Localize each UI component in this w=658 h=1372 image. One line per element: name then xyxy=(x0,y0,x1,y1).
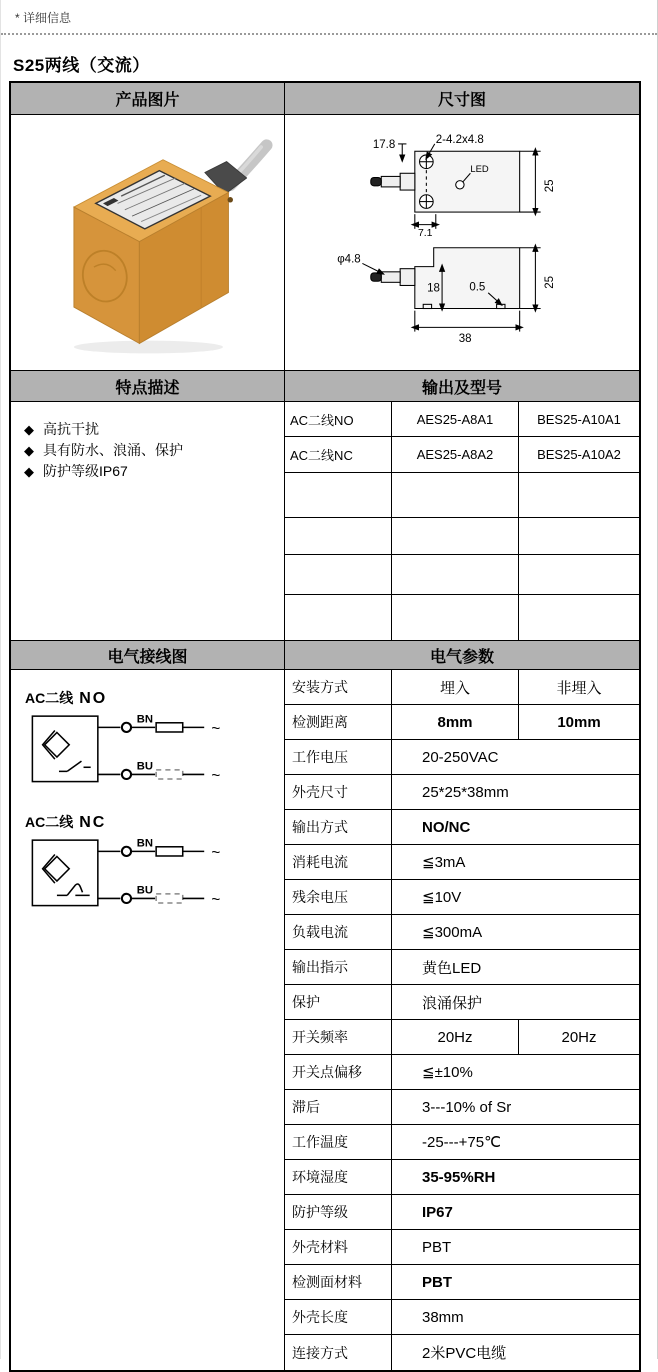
page-note: * 详细信息 xyxy=(15,11,72,25)
model-row-empty xyxy=(285,555,639,595)
param-row xyxy=(285,845,639,880)
param-row xyxy=(285,740,639,775)
param-value: IP67 xyxy=(422,1203,453,1221)
param-value-1: 8mm xyxy=(392,705,519,739)
bn-wire-label: BN xyxy=(136,713,153,726)
wiring-no-label: AC二线 NO xyxy=(25,690,108,707)
param-row xyxy=(285,670,639,705)
param-value-2: 10mm xyxy=(557,713,601,731)
product-photo-cell xyxy=(11,115,285,370)
diamond-bullet-icon: ◆ xyxy=(24,464,34,479)
param-value-1: 20Hz xyxy=(392,1020,519,1054)
feature-text: 高抗干扰 xyxy=(43,421,99,437)
model-number-a: AES25-A8A2 xyxy=(392,437,519,472)
model-number-b: BES25-A10A2 xyxy=(537,447,621,462)
feature-item xyxy=(24,419,284,440)
param-label: 检测距离 xyxy=(285,705,392,739)
dim-7-1: 7.1 xyxy=(417,227,433,239)
param-value: ≦10V xyxy=(422,889,462,906)
param-row xyxy=(285,985,639,1020)
param-label: 输出方式 xyxy=(285,810,392,844)
param-row xyxy=(285,880,639,915)
dimension-drawing-cell xyxy=(285,115,639,370)
diamond-bullet-icon: ◆ xyxy=(24,443,34,458)
param-label: 滞后 xyxy=(285,1090,392,1124)
param-row xyxy=(285,1230,639,1265)
no-contact-symbol xyxy=(67,761,81,771)
wiring-diagram-nc xyxy=(21,834,279,924)
wiring-diagram-no xyxy=(21,710,279,800)
param-value: 黄色LED xyxy=(422,959,482,977)
model-row-empty xyxy=(285,518,639,555)
dim-38: 38 xyxy=(458,332,472,345)
sensor-symbol-diamond xyxy=(45,857,70,882)
model-number-b: BES25-A10A1 xyxy=(537,411,621,427)
param-label: 外壳尺寸 xyxy=(285,775,392,809)
page-title: S25两线（交流） xyxy=(13,56,150,75)
dotted-divider xyxy=(1,33,657,35)
spec-table xyxy=(9,81,641,1372)
load-symbol xyxy=(156,847,183,856)
param-label: 开关频率 xyxy=(285,1020,392,1054)
diamond-bullet-icon: ◆ xyxy=(24,422,34,437)
dim-dia-4-8: φ4.8 xyxy=(337,252,361,265)
nc-contact-symbol xyxy=(67,884,82,895)
bu-wire-label: BU xyxy=(136,760,153,773)
dim-25-top: 25 xyxy=(544,178,557,192)
dim-0-5: 0.5 xyxy=(469,281,486,294)
param-label: 输出指示 xyxy=(285,950,392,984)
param-row xyxy=(285,915,639,950)
models-table xyxy=(285,402,639,640)
param-label: 环境湿度 xyxy=(285,1160,392,1194)
param-value-2: 非埋入 xyxy=(556,679,602,697)
model-type: AC二线NC xyxy=(285,437,392,472)
param-value: PBT xyxy=(422,1273,452,1291)
param-label: 连接方式 xyxy=(285,1335,392,1370)
param-row xyxy=(285,1125,639,1160)
bu-wire-label: BU xyxy=(136,884,153,897)
param-value: 35-95%RH xyxy=(422,1168,496,1186)
sensor-symbol-diamond xyxy=(45,733,70,758)
section3-content-row xyxy=(11,670,639,1370)
dim-led-label: LED xyxy=(470,162,489,174)
wiring-header: 电气接线图 xyxy=(11,641,285,669)
param-value: 25*25*38mm xyxy=(422,783,509,801)
wiring-nc-label: AC二线 NC xyxy=(25,814,107,831)
param-label: 工作电压 xyxy=(285,740,392,774)
param-row xyxy=(285,1300,639,1335)
param-value: 3---10% of Sr xyxy=(422,1098,512,1116)
section2-header-row xyxy=(11,370,639,402)
param-row xyxy=(285,1195,639,1230)
param-value-2: 20Hz xyxy=(561,1028,597,1046)
param-row xyxy=(285,1160,639,1195)
model-row-empty xyxy=(285,595,639,640)
section1-content-row xyxy=(11,115,639,370)
param-label: 消耗电流 xyxy=(285,845,392,879)
param-row xyxy=(285,1020,639,1055)
param-value: ≦300mA xyxy=(422,924,483,941)
ac-symbol: ~ xyxy=(211,844,221,862)
load-symbol xyxy=(156,723,183,732)
features-header: 特点描述 xyxy=(11,371,285,401)
output-models-header: 输出及型号 xyxy=(421,379,502,397)
param-value: -25---+75℃ xyxy=(422,1134,501,1151)
section3-header-row xyxy=(11,640,639,670)
params-table xyxy=(285,670,639,1370)
param-row xyxy=(285,1265,639,1300)
param-label: 安装方式 xyxy=(285,670,392,704)
load-symbol-dashed xyxy=(156,770,183,779)
model-row xyxy=(285,402,639,437)
param-row xyxy=(285,1090,639,1125)
product-photo xyxy=(23,125,273,360)
param-row xyxy=(285,775,639,810)
param-label: 负载电流 xyxy=(285,915,392,949)
param-value: 浪涌保护 xyxy=(422,994,483,1012)
param-value: 20-250VAC xyxy=(422,748,499,766)
param-value: PBT xyxy=(422,1238,452,1256)
param-value: 2米PVC电缆 xyxy=(422,1345,507,1362)
param-label: 保护 xyxy=(285,985,392,1019)
dimension-header: 尺寸图 xyxy=(437,92,486,109)
feature-text: 防护等级IP67 xyxy=(43,463,128,479)
model-row xyxy=(285,437,639,473)
feature-text: 具有防水、浪涌、保护 xyxy=(43,442,183,458)
bn-wire-label: BN xyxy=(136,837,153,850)
product-image-header: 产品图片 xyxy=(11,83,285,114)
ac-symbol: ~ xyxy=(211,767,221,785)
param-label: 外壳长度 xyxy=(285,1300,392,1334)
param-label: 残余电压 xyxy=(285,880,392,914)
param-value: ≦3mA xyxy=(422,854,466,871)
param-value: ≦±10% xyxy=(422,1064,473,1081)
features-cell xyxy=(11,402,285,640)
param-label: 防护等级 xyxy=(285,1195,392,1229)
params-header: 电气参数 xyxy=(429,648,494,666)
wiring-diagrams-cell xyxy=(11,670,285,1370)
param-value: 38mm xyxy=(422,1308,464,1326)
param-row xyxy=(285,1055,639,1090)
ac-symbol: ~ xyxy=(211,891,221,909)
model-type: AC二线NO xyxy=(285,402,392,436)
model-number-a: AES25-A8A1 xyxy=(392,402,519,436)
param-label: 工作温度 xyxy=(285,1125,392,1159)
ac-symbol: ~ xyxy=(211,720,221,738)
dim-18: 18 xyxy=(427,282,440,295)
dim-25-bottom: 25 xyxy=(544,275,557,289)
param-row xyxy=(285,950,639,985)
load-symbol-dashed xyxy=(156,894,183,903)
dim-screw-label: 2-4.2x4.8 xyxy=(435,133,484,146)
param-value-1: 埋入 xyxy=(392,670,519,704)
param-row xyxy=(285,1335,639,1370)
section1-header-row xyxy=(11,83,639,115)
feature-item xyxy=(24,461,284,482)
param-label: 外壳材料 xyxy=(285,1230,392,1264)
section2-content-row xyxy=(11,402,639,640)
param-row xyxy=(285,705,639,740)
param-label: 检测面材料 xyxy=(285,1265,392,1299)
dimension-drawing xyxy=(289,130,635,356)
model-row-empty xyxy=(285,473,639,518)
param-value: NO/NC xyxy=(422,818,471,836)
dim-17-8: 17.8 xyxy=(372,138,396,151)
feature-item xyxy=(24,440,284,461)
param-label: 开关点偏移 xyxy=(285,1055,392,1089)
param-row xyxy=(285,810,639,845)
